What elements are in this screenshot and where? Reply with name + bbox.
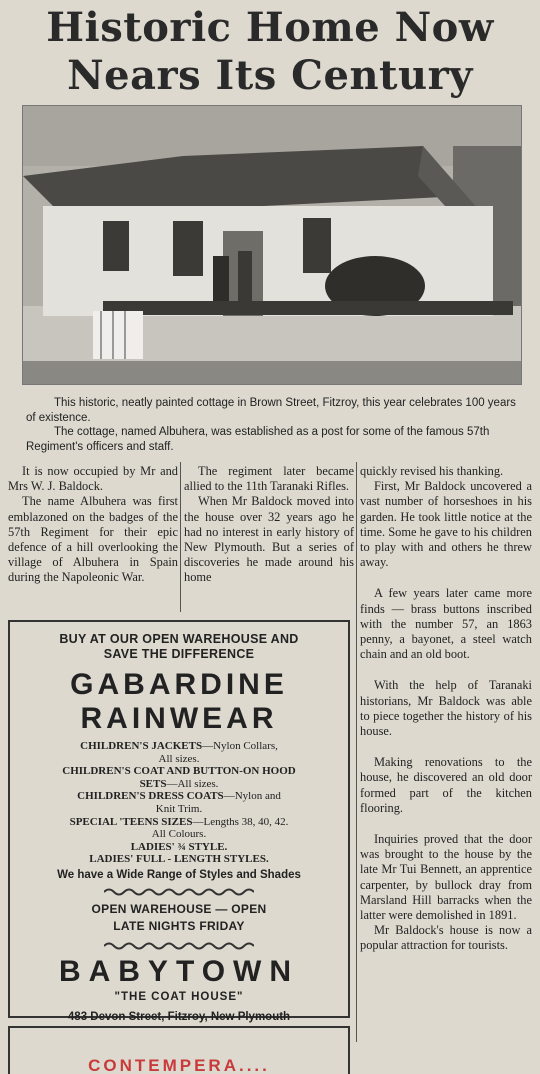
ad-item: CHILDREN'S COAT AND BUTTON-ON HOOD bbox=[62, 765, 296, 778]
caption-paragraph-1: This historic, neatly painted cottage in Brown Street, Fitzroy, this year celebrates 100 years of existence. bbox=[26, 397, 516, 424]
article-paragraph: It is now occupied by Mr and Mrs W. J. Baldock. bbox=[8, 464, 178, 494]
article-paragraph: First, Mr Baldock uncovered a vast number of horseshoes in his garden. He took little notice at the time. Some he gave to his children to play with and others he threw away. bbox=[360, 479, 532, 570]
ad-open-line-1: OPEN WAREHOUSE — OPEN bbox=[91, 901, 267, 916]
photo-caption bbox=[26, 396, 526, 454]
ad-item: All sizes. bbox=[158, 752, 200, 765]
article-paragraph: Inquiries proved that the door was brought to the house by the late Mr Tui Bennett, an apprentice carpenter, by bullock dray from Marsland Hill barracks when the latter were demolished in 1891. bbox=[360, 832, 532, 923]
cottage-photo bbox=[22, 105, 522, 385]
cottage-illustration bbox=[23, 106, 522, 385]
ad-item-list bbox=[10, 740, 348, 866]
ad-top-line-1: BUY AT OUR OPEN WAREHOUSE AND bbox=[59, 632, 299, 646]
ad-store-tagline: "THE COAT HOUSE" bbox=[114, 990, 244, 1003]
ad-top-line-2: SAVE THE DIFFERENCE bbox=[103, 647, 255, 661]
article-paragraph: Making renovations to the house, he discovered an old door formed part of the kitchen flooring. bbox=[360, 755, 532, 815]
headline bbox=[0, 4, 540, 100]
ad-brand-line-1: GABARDINE bbox=[70, 668, 288, 701]
article-paragraph: Mr Baldock's house is now a popular attraction for tourists. bbox=[360, 923, 532, 953]
ad-range-line: We have a Wide Range of Styles and Shades bbox=[57, 868, 301, 881]
article-column-3 bbox=[360, 464, 532, 970]
article-paragraph: A few years later came more finds — brass buttons inscribed with the number 57, an 1863 penny, a bayonet, a steel watch chain and an old boot. bbox=[360, 586, 532, 662]
wavy-divider-icon bbox=[104, 941, 254, 951]
ad-store-name: BABYTOWN bbox=[58, 954, 300, 988]
ad-brand bbox=[10, 668, 348, 736]
article-column-2 bbox=[184, 464, 354, 586]
gabardine-advertisement bbox=[8, 620, 350, 1023]
caption-paragraph-2: The cottage, named Albuhera, was established as a post for some of the famous 57th Regiment's officers and staff. bbox=[26, 426, 490, 453]
ad-open-hours bbox=[10, 901, 348, 935]
article-paragraph: With the help of Taranaki historians, Mr Baldock was able to piece together the history of his house. bbox=[360, 678, 532, 739]
wavy-divider-icon bbox=[104, 887, 254, 897]
article-paragraph: The regiment later became allied to the 11th Taranaki Rifles. bbox=[184, 464, 354, 494]
ad-item: CHILDREN'S JACKETS—Nylon Collars, bbox=[80, 740, 278, 752]
column-divider bbox=[356, 462, 357, 1042]
ad-item: SPECIAL 'TEENS SIZES—Lengths 38, 40, 42. bbox=[69, 815, 289, 828]
article-paragraph: The name Albuhera was first emblazoned on the badges of the 57th Regiment for their epic defence of a hill overlooking the village of Albuhera in Spain during the Napoleonic War. bbox=[8, 494, 178, 585]
contempera-advertisement bbox=[8, 1026, 350, 1074]
ad-store-address: 483 Devon Street, Fitzroy, New Plymouth bbox=[67, 1010, 291, 1023]
headline-line-2: Nears Its Century bbox=[67, 52, 473, 99]
ad-brand-line-2: RAINWEAR bbox=[80, 702, 278, 735]
ad-item: LADIES' FULL - LENGTH STYLES. bbox=[89, 853, 269, 866]
ad-open-line-2: LATE NIGHTS FRIDAY bbox=[113, 918, 245, 933]
article-paragraph: quickly revised his thanking. bbox=[360, 464, 504, 478]
article-paragraph: When Mr Baldock moved into the house over 32 years ago he had no interest in early history of New Plymouth. But a series of discoveries he made around his home bbox=[184, 494, 354, 585]
ad2-name: CONTEMPERA.... bbox=[88, 1056, 270, 1074]
ad-item: SETS—All sizes. bbox=[139, 777, 219, 790]
ad-item: Knit Trim. bbox=[155, 802, 203, 815]
column-divider bbox=[180, 462, 181, 612]
ad-item: CHILDREN'S DRESS COATS—Nylon and bbox=[77, 790, 281, 803]
article-column-1 bbox=[8, 464, 178, 586]
ad-item: LADIES' ¾ STYLE. bbox=[130, 840, 228, 853]
ad-top-line bbox=[10, 632, 348, 662]
headline-line-1: Historic Home Now bbox=[46, 4, 494, 51]
ad-item: All Colours. bbox=[151, 828, 207, 841]
